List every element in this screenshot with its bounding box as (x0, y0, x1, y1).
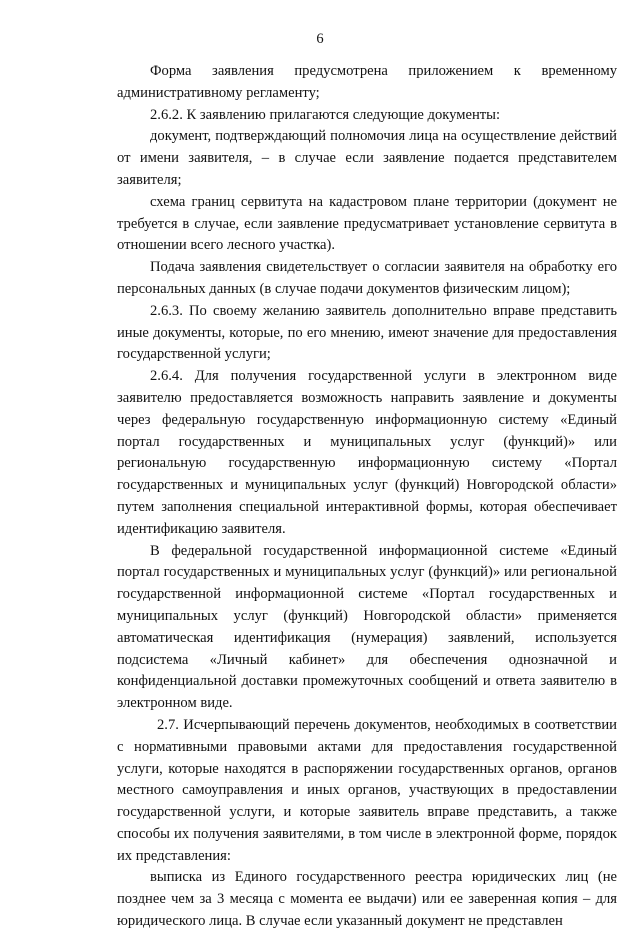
document-body (117, 61, 617, 933)
paragraph: выписка из Единого государственного реестра юридических лиц (не позднее чем за 3 месяца с момента ее выдачи) или ее заверенная копия – для юридического лица. В случае если указанный документ не представлен (117, 869, 617, 930)
paragraph: 2.6.2. К заявлению прилагаются следующие документы: (150, 106, 501, 123)
paragraph: 2.7. Исчерпывающий перечень документов, необходимых в соответствии с нормативными правовыми актами для предоставления государственной услуги, которые находятся в распоряжении государственных органов, органов местного самоуправления и иных органов, участвующих в предоставлении государственной услуги, и которые заявитель вправе представить, а также способы их получения заявителями, в том числе в электронной форме, порядок их представления: (117, 716, 617, 864)
page-number: 6 (316, 31, 324, 47)
paragraph: 2.6.3. По своему желанию заявитель дополнительно вправе представить иные документы, которые, по его мнению, имеют значение для предоставления государственной услуги; (117, 302, 617, 363)
paragraph: 2.6.4. Для получения государственной услуги в электронном виде заявителю предоставляется возможность направить заявление и документы через федеральную государственную информационную систему «Единый портал государственных и муниципальных услуг (функций)» или региональную государственную информационную систему «Портал государственных и муниципальных услуг (функций) Новгородской области» путем заполнения специальной интерактивной формы, которая обеспечивает идентификацию заявителя. (117, 368, 617, 537)
paragraph: Подача заявления свидетельствует о согласии заявителя на обработку его персональных данных (в случае подачи документов физическим лицом); (117, 259, 617, 297)
paragraph: В федеральной государственной информационной системе «Единый портал государственных и муниципальных услуг (функций)» или региональной государственной информационной системе «Портал государственных и муниципальных услуг (функций) Новгородской области» применяется автоматическая идентификация (нумерация) заявлений, используется подсистема «Личный кабинет» для обеспечения однозначной и конфиденциальной доставки промежуточных сообщений и ответа заявителю в электронном виде. (117, 542, 617, 712)
paragraph: Форма заявления предусмотрена приложением к временному административному регламенту; (117, 63, 617, 101)
paragraph: схема границ сервитута на кадастровом плане территории (документ не требуется в случае, если заявление предусматривает установление сервитута в отношении всего лесного участка). (117, 193, 617, 254)
paragraph: документ, подтверждающий полномочия лица на осуществление действий от имени заявителя, – в случае если заявление подается представителем заявителя; (117, 128, 617, 188)
